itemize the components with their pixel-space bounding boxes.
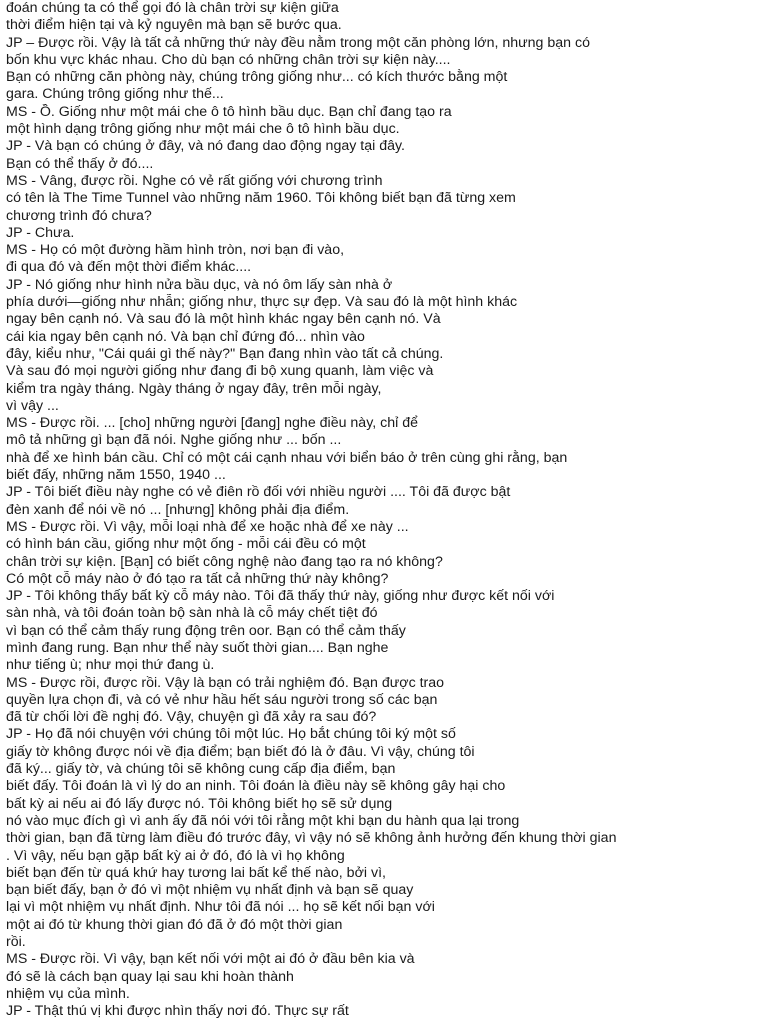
transcript-line: một ai đó từ khung thời gian đó đã ở đó một thời gian	[6, 916, 343, 933]
transcript-line: đã ký... giấy tờ, và chúng tôi sẽ không cung cấp địa điểm, bạn	[6, 761, 396, 778]
transcript-line: vì bạn có thể cảm thấy rung động trên oor. Bạn có thể cảm thấy	[6, 622, 406, 639]
transcript-line: đoán chúng ta có thể gọi đó là chân trời sự kiện giữa	[6, 0, 339, 16]
transcript-line: bốn khu vực khác nhau. Cho dù bạn có những chân trời sự kiện này....	[6, 51, 451, 68]
transcript-line: biết đấy, những năm 1550, 1940 ...	[6, 467, 226, 484]
transcript-line: đó sẽ là cách bạn quay lại sau khi hoàn thành	[6, 968, 294, 985]
transcript-line: bạn biết đấy, bạn ở đó vì một nhiệm vụ nhất định và bạn sẽ quay	[6, 882, 414, 899]
transcript-line: rồi.	[6, 934, 26, 951]
transcript-line: sàn nhà, và tôi đoán toàn bộ sàn nhà là cỗ máy chết tiệt đó	[6, 605, 378, 622]
transcript-line: đèn xanh để nói về nó ... [nhưng] không phải địa điểm.	[6, 501, 350, 518]
transcript-page	[6, 0, 762, 1024]
transcript-line: . Vì vậy, nếu bạn gặp bất kỳ ai ở đó, đó là vì họ không	[6, 847, 345, 864]
transcript-line: MS - Được rồi. Vì vậy, mỗi loại nhà để xe hoặc nhà để xe này ...	[6, 518, 409, 535]
transcript-line: đã từ chối lời đề nghị đó. Vậy, chuyện gì đã xảy ra sau đó?	[6, 709, 377, 726]
transcript-line: quyền lựa chọn đi, và có vẻ như hầu hết sáu người trong số các bạn	[6, 691, 438, 708]
transcript-line: phía dưới—giống như nhẫn; giống như, thực sự đẹp. Và sau đó là một hình khác	[6, 294, 518, 311]
transcript-line: nhiệm vụ của mình.	[6, 985, 130, 1002]
transcript-line: mô tả những gì bạn đã nói. Nghe giống như ... bốn ...	[6, 432, 342, 449]
transcript-line: mình đang rung. Bạn như thể này suốt thời gian.... Bạn nghe	[6, 639, 389, 656]
transcript-line: JP - Họ đã nói chuyện với chúng tôi một lúc. Họ bắt chúng tôi ký một số	[6, 726, 456, 743]
transcript-line: kiểm tra ngày tháng. Ngày tháng ở ngay đây, trên mỗi ngày,	[6, 380, 382, 397]
transcript-line: thời điểm hiện tại và kỷ nguyên mà bạn sẽ bước qua.	[6, 17, 342, 34]
transcript-line: nó vào mục đích gì vì anh ấy đã nói với tôi rằng một khi bạn du hành qua lại trong	[6, 812, 520, 829]
transcript-line: biết bạn đến từ quá khứ hay tương lai bất kể thế nào, bởi vì,	[6, 864, 386, 881]
transcript-line: một hình dạng trông giống như một mái che ô tô hình bầu dục.	[6, 121, 400, 138]
transcript-line: thời gian, bạn đã từng làm điều đó trước đây, vì vậy nó sẽ không ảnh hưởng đến khung thời gian	[6, 830, 617, 847]
transcript-line: Bạn có những căn phòng này, chúng trông giống như... có kích thước bằng một	[6, 69, 508, 86]
transcript-line: giấy tờ không được nói về địa điểm; bạn biết đó là ở đâu. Vì vậy, chúng tôi	[6, 743, 475, 760]
transcript-line: gara. Chúng trông giống như thế...	[6, 86, 224, 103]
transcript-line: nhà để xe hình bán cầu. Chỉ có một cái cạnh nhau với biển báo ở trên cùng ghi rằng, bạn	[6, 449, 568, 466]
transcript-line: MS - Họ có một đường hầm hình tròn, nơi bạn đi vào,	[6, 242, 345, 259]
transcript-line: MS - Ồ. Giống như một mái che ô tô hình bầu dục. Bạn chỉ đang tạo ra	[6, 103, 452, 120]
transcript-line: JP - Thật thú vị khi được nhìn thấy nơi đó. Thực sự rất	[6, 1003, 349, 1020]
transcript-line: JP - Và bạn có chúng ở đây, và nó đang dao động ngay tại đây.	[6, 138, 405, 155]
transcript-line: JP – Được rồi. Vậy là tất cả những thứ này đều nằm trong một căn phòng lớn, nhưng bạn có	[6, 34, 590, 51]
transcript-line: như tiếng ù; như mọi thứ đang ù.	[6, 657, 215, 674]
transcript-line: MS - Được rồi, được rồi. Vậy là bạn có trải nghiệm đó. Bạn được trao	[6, 674, 445, 691]
transcript-line: MS - Được rồi. ... [cho] những người [đang] nghe điều này, chỉ để	[6, 415, 418, 432]
transcript-line: JP - Nó giống như hình nửa bầu dục, và nó ôm lấy sàn nhà ở	[6, 276, 393, 293]
transcript-line: ngay bên cạnh nó. Và sau đó là một hình khác ngay bên cạnh nó. Và	[6, 311, 441, 328]
transcript-line: MS - Vâng, được rồi. Nghe có vẻ rất giống với chương trình	[6, 172, 383, 189]
transcript-line: vì vậy ...	[6, 397, 59, 414]
transcript-line: Bạn có thể thấy ở đó....	[6, 155, 154, 172]
transcript-line: Và sau đó mọi người giống như đang đi bộ xung quanh, làm việc và	[6, 363, 434, 380]
transcript-line: đi qua đó và đến một thời điểm khác....	[6, 259, 252, 276]
transcript-line: có tên là The Time Tunnel vào những năm 1960. Tôi không biết bạn đã từng xem	[6, 190, 516, 207]
transcript-line: bất kỳ ai nếu ai đó lấy được nó. Tôi không biết họ sẽ sử dụng	[6, 795, 393, 812]
transcript-line: có hình bán cầu, giống như một ống - mỗi cái đều có một	[6, 536, 366, 553]
transcript-line: JP - Tôi không thấy bất kỳ cỗ máy nào. Tôi đã thấy thứ này, giống như được kết nối với	[6, 588, 555, 605]
transcript-line: JP - Chưa.	[6, 224, 75, 241]
transcript-line: cái kia ngay bên cạnh nó. Và bạn chỉ đứng đó... nhìn vào	[6, 328, 365, 345]
transcript-line: biết đấy. Tôi đoán là vì lý do an ninh. Tôi đoán là điều này sẽ không gây hại cho	[6, 778, 506, 795]
transcript-line: Có một cỗ máy nào ở đó tạo ra tất cả những thứ này không?	[6, 570, 389, 587]
transcript-line: JP - Tôi biết điều này nghe có vẻ điên rồ đối với nhiều người .... Tôi đã được bật	[6, 484, 511, 501]
transcript-line: MS - Được rồi. Vì vậy, bạn kết nối với một ai đó ở đầu bên kia và	[6, 951, 415, 968]
transcript-line: chân trời sự kiện. [Bạn] có biết công nghệ nào đang tạo ra nó không?	[6, 553, 443, 570]
transcript-line: đây, kiểu như, "Cái quái gì thế này?" Bạn đang nhìn vào tất cả chúng.	[6, 345, 444, 362]
transcript-line: lại vì một nhiệm vụ nhất định. Như tôi đã nói ... họ sẽ kết nối bạn với	[6, 899, 435, 916]
transcript-line: chương trình đó chưa?	[6, 207, 152, 224]
